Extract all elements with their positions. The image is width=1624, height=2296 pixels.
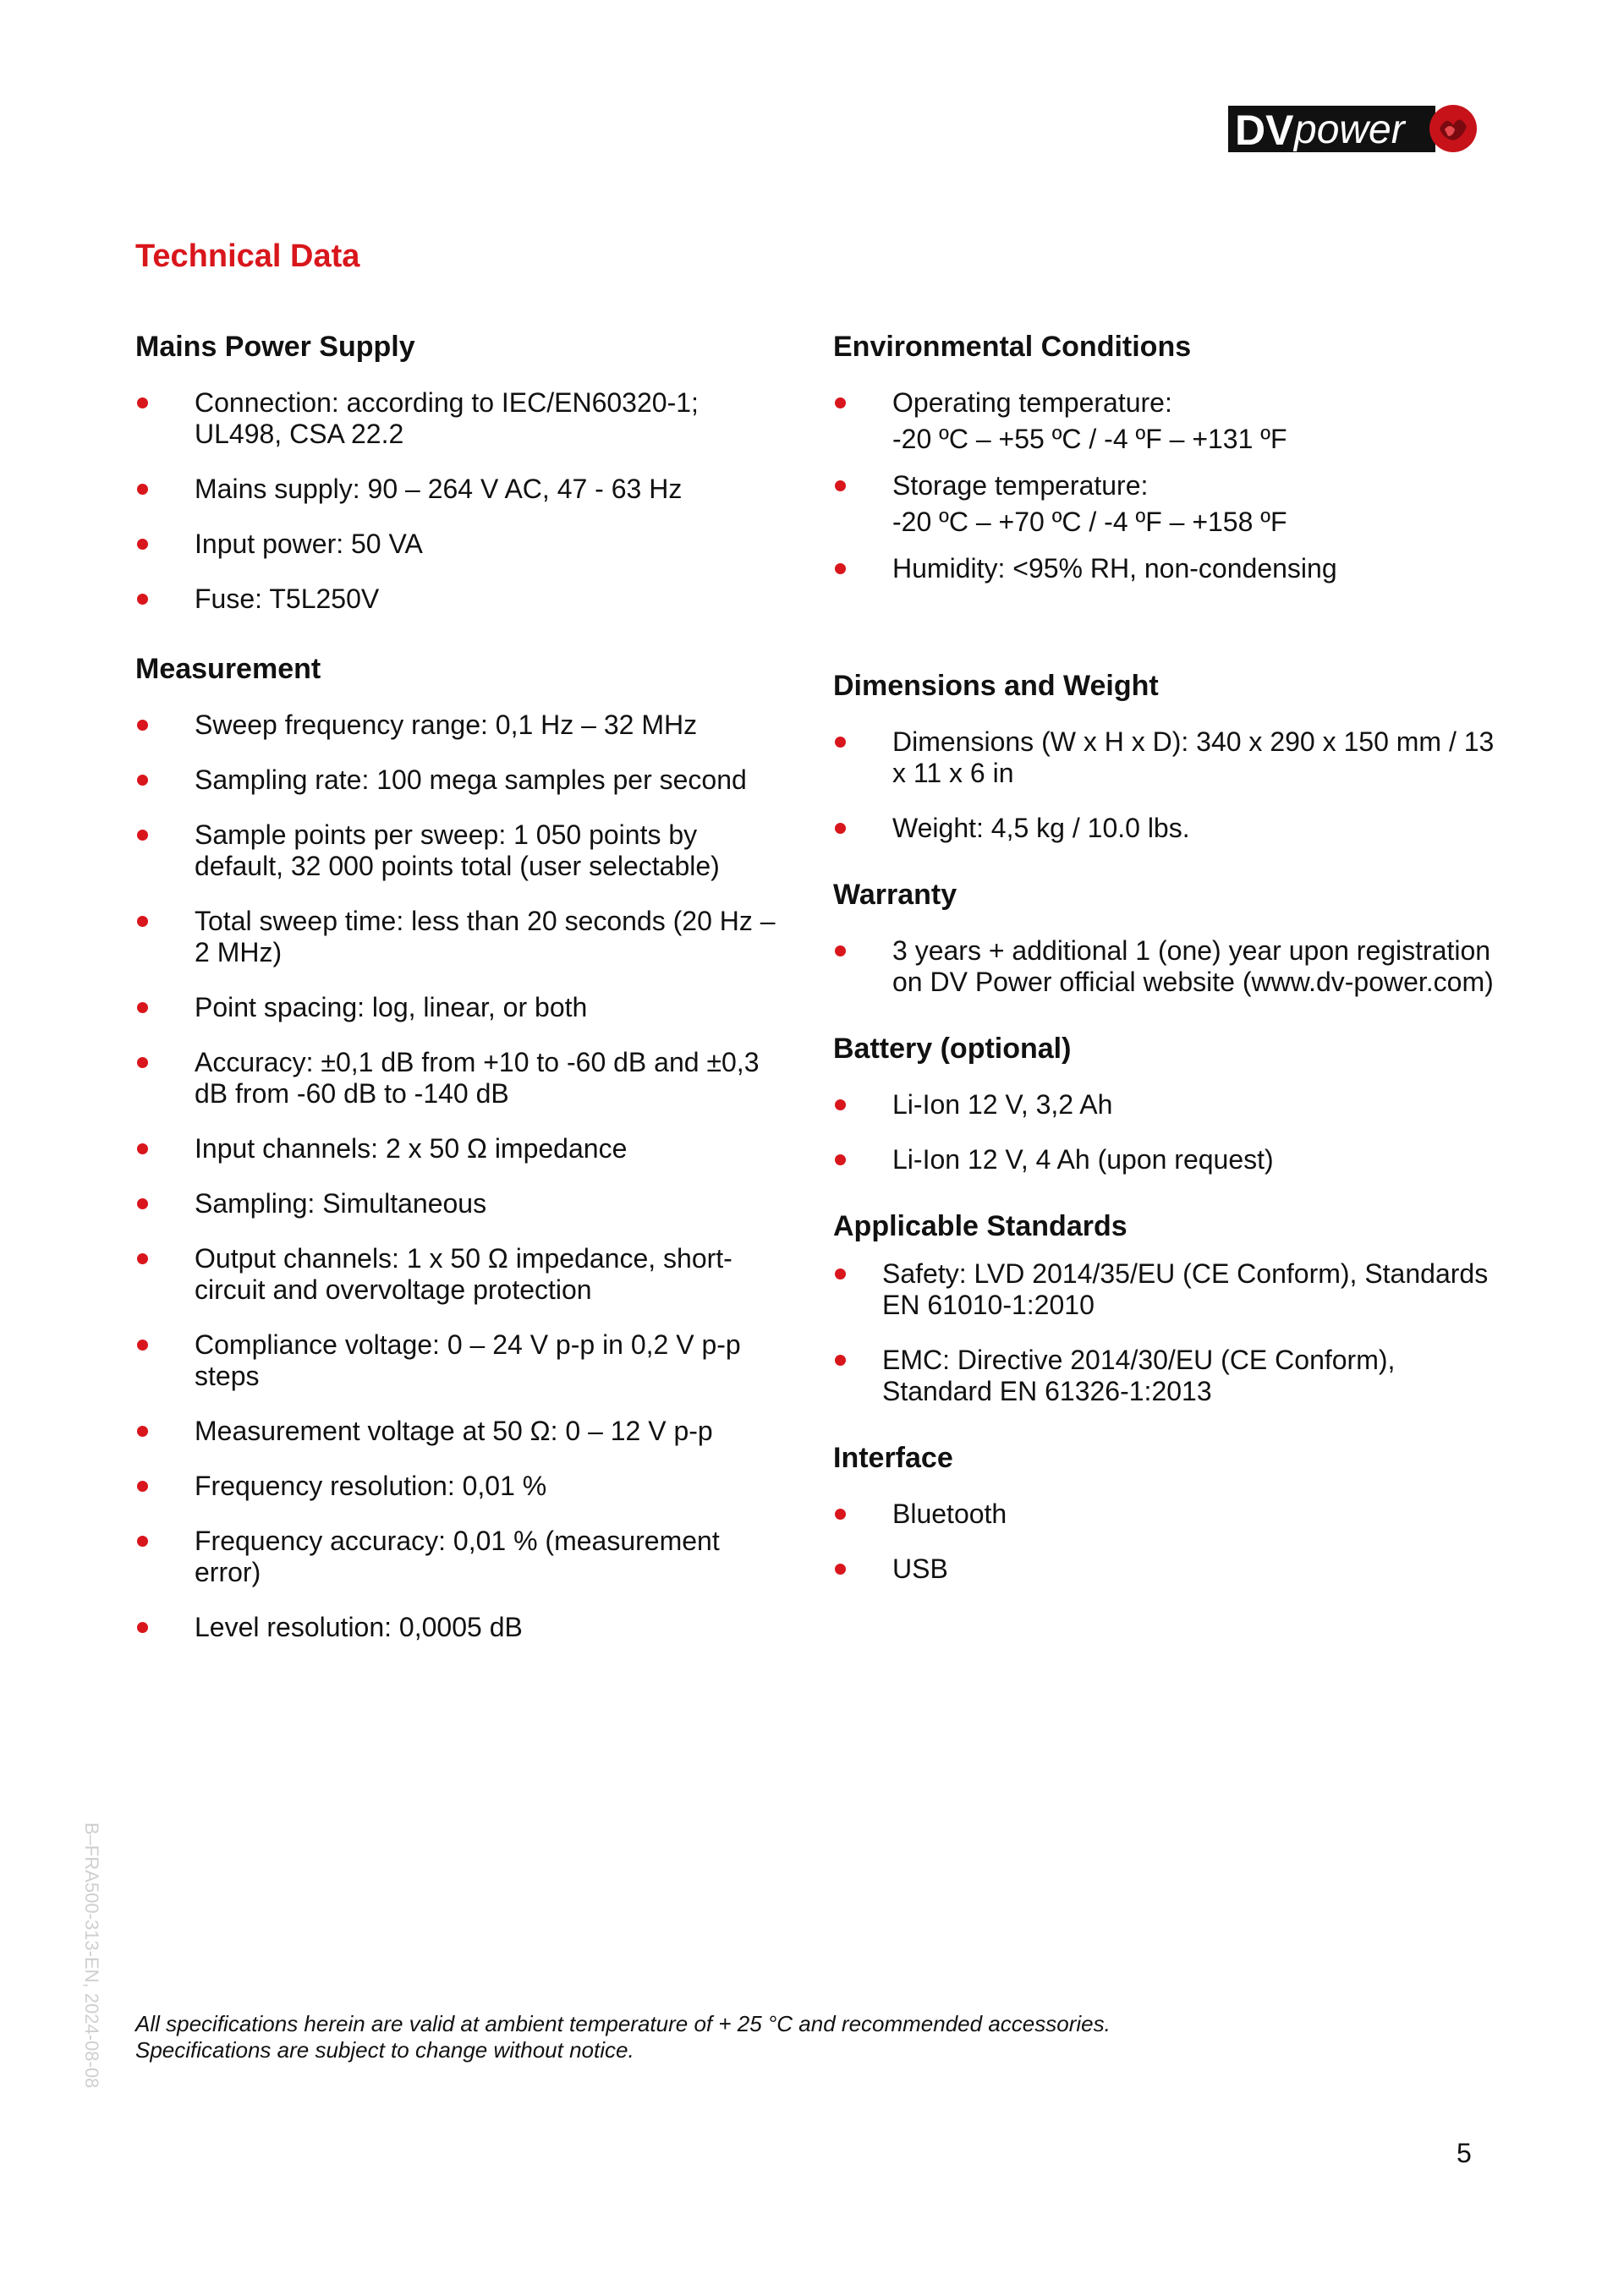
right-column [833, 330, 1501, 1608]
bullet-icon [137, 775, 148, 786]
list-item: Measurement voltage at 50 Ω: 0 – 12 V p-p [135, 1416, 778, 1447]
list-item: Total sweep time: less than 20 seconds (20 Hz – 2 MHz) [135, 906, 778, 968]
list-item: Bluetooth [833, 1499, 1501, 1530]
measurement-section [135, 652, 778, 1643]
bullet-icon [137, 594, 148, 605]
list-item: Mains supply: 90 – 264 V AC, 47 - 63 Hz [135, 474, 778, 505]
section-heading: Mains Power Supply [135, 331, 415, 363]
section-heading: Environmental Conditions [833, 331, 1192, 363]
bullet-icon [137, 916, 148, 927]
bullet-icon [137, 1253, 148, 1264]
bullet-icon [137, 1536, 148, 1547]
left-column [135, 330, 778, 1667]
standards-section [833, 1209, 1501, 1407]
section-heading: Warranty [833, 879, 957, 911]
footnote-line: All specifications herein are valid at ambient temperature of + 25 °C and recommended accessories. [135, 2011, 1111, 2036]
list-item: Fuse: T5L250V [135, 584, 778, 615]
bullet-icon [137, 1198, 148, 1209]
list-item: Input channels: 2 x 50 Ω impedance [135, 1133, 778, 1164]
footnote-line: Specifications are subject to change without notice. [135, 2037, 634, 2063]
bullet-icon [137, 830, 148, 841]
list-item: Operating temperature: -20 ºC – +55 ºC / -4 ºF – +131 ºF [833, 387, 1501, 455]
bullet-icon [835, 945, 846, 956]
bullet-icon [835, 397, 846, 408]
interface-section [833, 1441, 1501, 1585]
bullet-icon [835, 1564, 846, 1575]
bullet-icon [835, 563, 846, 574]
list-item: Connection: according to IEC/EN60320-1; UL498, CSA 22.2 [135, 387, 778, 450]
list-item: Sweep frequency range: 0,1 Hz – 32 MHz [135, 710, 778, 741]
list-item: Li-Ion 12 V, 3,2 Ah [833, 1089, 1501, 1121]
svg-text:power: power [1294, 107, 1405, 152]
bullet-icon [835, 1099, 846, 1110]
list-item: Frequency resolution: 0,01 % [135, 1471, 778, 1502]
list-item: USB [833, 1553, 1501, 1585]
list-item: Compliance voltage: 0 – 24 V p-p in 0,2 V p-p steps [135, 1329, 778, 1392]
bullet-icon [137, 1481, 148, 1492]
footnote [135, 2011, 1111, 2063]
bullet-icon [137, 1002, 148, 1013]
bullet-icon [137, 1426, 148, 1437]
list-item: Sample points per sweep: 1 050 points by default, 32 000 points total (user selectable) [135, 819, 778, 882]
bullet-icon [835, 823, 846, 834]
list-item: Frequency accuracy: 0,01 % (measurement error) [135, 1526, 778, 1588]
bullet-icon [137, 720, 148, 731]
bullet-icon [835, 1355, 846, 1366]
list-item: Accuracy: ±0,1 dB from +10 to -60 dB and ±0,3 dB from -60 dB to -140 dB [135, 1047, 778, 1110]
dv-power-logo [1226, 89, 1480, 165]
section-heading: Applicable Standards [833, 1210, 1127, 1242]
bullet-icon [835, 480, 846, 491]
battery-section [833, 1032, 1501, 1175]
list-item: Output channels: 1 x 50 Ω impedance, short-circuit and overvoltage protection [135, 1243, 778, 1306]
list-item: Humidity: <95% RH, non-condensing [833, 553, 1501, 584]
mains-section [135, 330, 778, 615]
list-item: Dimensions (W x H x D): 340 x 290 x 150 mm / 13 x 11 x 6 in [833, 726, 1501, 789]
section-heading: Battery (optional) [833, 1033, 1072, 1065]
bullet-icon [137, 1143, 148, 1154]
environment-section [833, 330, 1501, 584]
section-heading: Interface [833, 1442, 953, 1474]
list-item: 3 years + additional 1 (one) year upon registration on DV Power official website (www.dv-power.com) [833, 935, 1501, 998]
list-item: EMC: Directive 2014/30/EU (CE Conform), Standard EN 61326-1:2013 [833, 1345, 1501, 1407]
list-item: Input power: 50 VA [135, 529, 778, 560]
page-title: Technical Data [135, 238, 360, 274]
bullet-icon [137, 1622, 148, 1633]
list-item: Li-Ion 12 V, 4 Ah (upon request) [833, 1144, 1501, 1175]
list-item: Point spacing: log, linear, or both [135, 992, 778, 1023]
bullet-icon [835, 1154, 846, 1165]
list-item: Safety: LVD 2014/35/EU (CE Conform), Standards EN 61010-1:2010 [833, 1258, 1501, 1321]
bullet-icon [835, 1509, 846, 1520]
list-item: Storage temperature: -20 ºC – +70 ºC / -4 ºF – +158 ºF [833, 470, 1501, 538]
section-heading: Measurement [135, 653, 321, 685]
dimensions-section [833, 669, 1501, 844]
bullet-icon [835, 737, 846, 748]
page-number: 5 [1457, 2138, 1472, 2168]
warranty-section [833, 878, 1501, 998]
bullet-icon [137, 397, 148, 408]
list-item: Sampling rate: 100 mega samples per second [135, 764, 778, 796]
bullet-icon [137, 539, 148, 550]
bullet-icon [137, 1340, 148, 1351]
section-heading: Dimensions and Weight [833, 670, 1159, 702]
bullet-icon [835, 1269, 846, 1280]
document-code: B–FRA500-313-EN, 2024-08-08 [81, 1822, 102, 2089]
list-item: Weight: 4,5 kg / 10.0 lbs. [833, 813, 1501, 844]
bullet-icon [137, 1057, 148, 1068]
list-item: Level resolution: 0,0005 dB [135, 1612, 778, 1643]
svg-text:DV: DV [1235, 107, 1294, 154]
bullet-icon [137, 484, 148, 495]
list-item: Sampling: Simultaneous [135, 1188, 778, 1219]
